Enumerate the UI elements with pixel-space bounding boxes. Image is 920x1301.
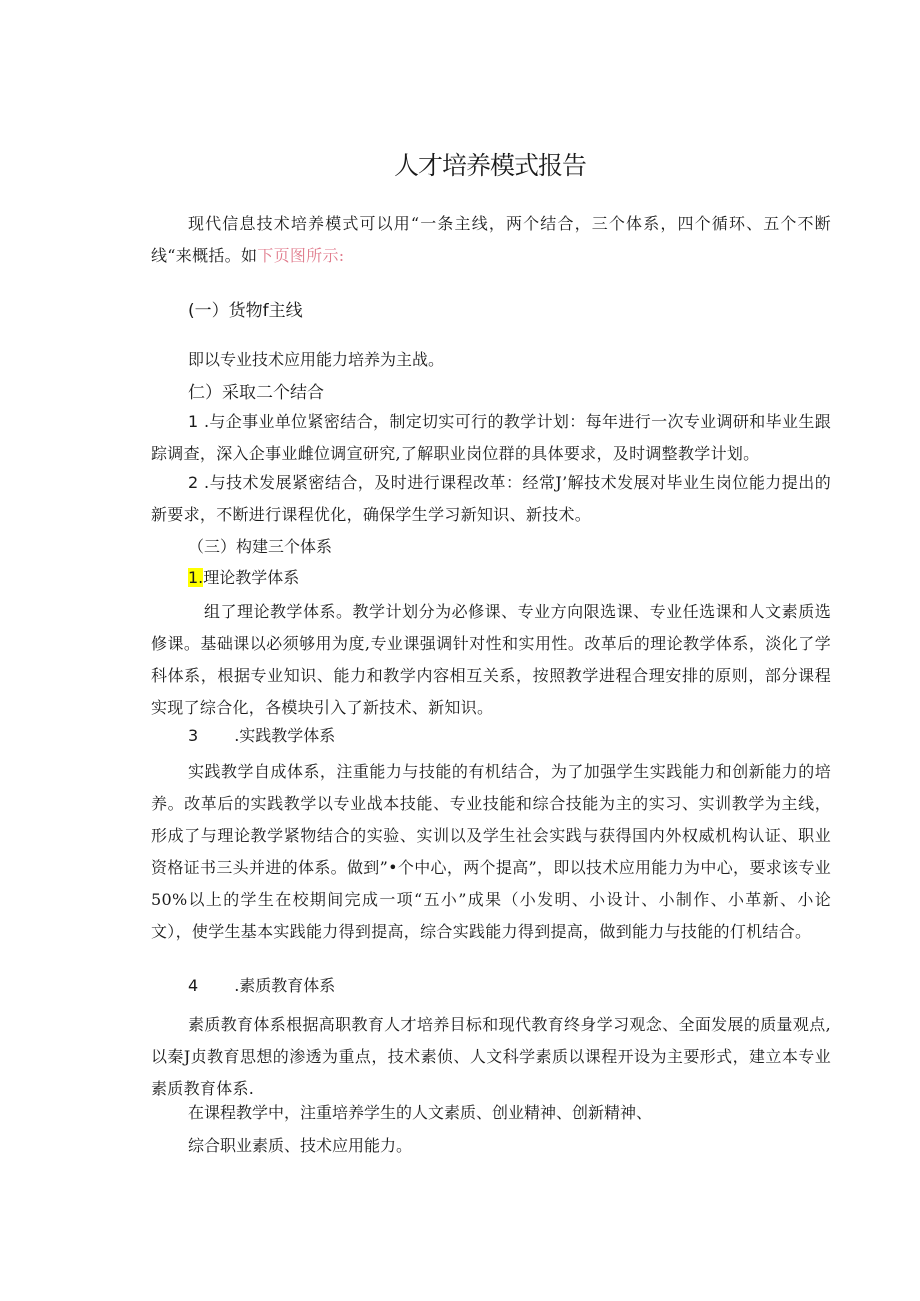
sub3-number: 4 (188, 976, 199, 995)
intro-paragraph (151, 208, 831, 272)
sub2-number: 3 (188, 726, 199, 745)
section2-item2 (151, 467, 831, 531)
section1-heading: (一）货物f主线 (188, 301, 303, 321)
item2-text: .与技术发展紧密结合，及时进行课程改革：经常J’解技术发展对毕业生岗位能力提出的新要求，不断进行课程优化，确保学生学习新知识、新技术。 (151, 473, 831, 524)
item2-number: 2 (188, 473, 199, 492)
sub3-line1: 在课程教学中，注重培养学生的人文素质、创业精神、创新精神、 (188, 1103, 653, 1122)
sub3-label: .素质教育体系 (234, 976, 336, 995)
intro-text: 现代信息技术培养模式可以用“一条主线，两个结合，三个体系，四个循环、五个不断线“来概括。如 (151, 214, 831, 265)
sub1-body: 组了理论教学体系。教学计划分为必修课、专业方向限选课、专业任选课和人文素质选修课。基础课以必须够用为度,专业课强调针对性和实用性。改革后的理论教学体系，淡化了学科体系，根据专业知识、能力和教学内容相互关系，按照教学进程合理安排的原则，部分课程实现了综合化，各模块引入了新技术、新知识。 (151, 602, 831, 717)
intro-link-text: 下页图所示: (257, 246, 345, 265)
section3-heading: （三）构建三个体系 (188, 537, 333, 556)
section1-body: 即以专业技术应用能力培养为主战。 (188, 350, 445, 369)
page-title: 人才培养模式报告 (393, 151, 586, 180)
sub2-label: .实践教学体系 (234, 726, 336, 745)
section2-heading: 仁）采取二个结合 (188, 383, 324, 403)
item1-number: 1 (188, 412, 199, 431)
sub1-label: 理论教学体系 (203, 568, 300, 587)
sub3-heading (188, 973, 335, 996)
item1-text: .与企事业单位紧密结合，制定切实可行的教学计划：每年进行一次专业调研和毕业生跟踪调查，深入企事业雌位调宣研究,了解职业岗位群的具体要求，及时调整教学计划。 (151, 412, 831, 463)
sub3-body: 素质教育体系根据高职教育人才培养目标和现代教育终身学习观念、全面发展的质量观点,以秦J贞教育思想的渗透为重点，技术素侦、人文科学素质以课程开设为主要形式，建立本专业素质教育体系. (151, 1015, 831, 1098)
section2-item1 (151, 406, 831, 470)
sub3-line2: 综合职业素质、技术应用能力。 (188, 1136, 413, 1155)
sub1-heading (188, 565, 299, 588)
sub2-body: 实践教学自成体系，注重能力与技能的有机结合，为了加强学生实践能力和创新能力的培养。改革后的实践教学以专业战本技能、专业技能和综合技能为主的实习、实训教学为主线，形成了与理论教学紧物结合的实验、实训以及学生社会实践与获得国内外权威机构认证、职业资格证书三头并进的体系。做到”•个中心，两个提高”，即以技术应用能力为中心，要求该专业50%以上的学生在校期间完成一项“五小”成果（小发明、小设计、小制作、小革新、小论文），使学生基本实践能力得到提高，综合实践能力得到提高，做到能力与技能的仃机结合。 (151, 762, 831, 941)
sub1-number: 1. (188, 568, 204, 587)
sub2-heading (188, 723, 335, 746)
